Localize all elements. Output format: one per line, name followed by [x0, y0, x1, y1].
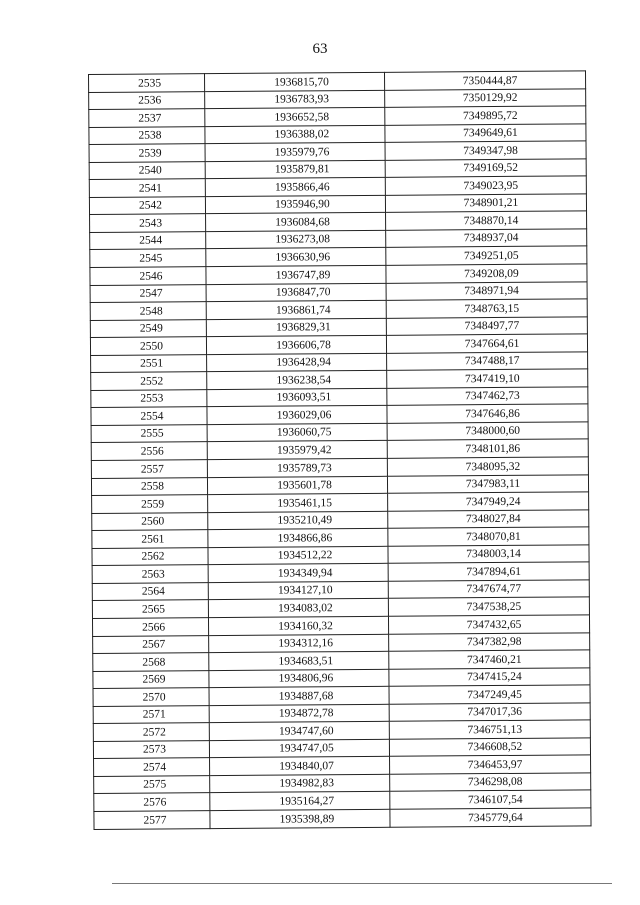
y-coordinate-cell: 7349649,61	[385, 123, 586, 142]
x-coordinate-cell: 1934127,10	[208, 581, 388, 600]
y-coordinate-cell: 7348070,81	[388, 527, 589, 546]
x-coordinate-cell: 1936815,70	[205, 72, 385, 91]
y-coordinate-cell: 7347949,24	[388, 492, 589, 511]
table-row	[94, 808, 591, 829]
y-coordinate-cell: 7348101,86	[387, 439, 588, 458]
point-number-cell: 2569	[93, 670, 209, 688]
point-number-cell: 2536	[89, 91, 205, 109]
coordinates-table-body	[89, 71, 592, 829]
point-number-cell: 2554	[91, 407, 207, 425]
x-coordinate-cell: 1936606,78	[206, 336, 386, 355]
x-coordinate-cell: 1935164,27	[210, 792, 390, 811]
x-coordinate-cell: 1936847,70	[206, 283, 386, 302]
x-coordinate-cell: 1936093,51	[207, 388, 387, 407]
x-coordinate-cell: 1934747,60	[209, 722, 389, 741]
point-number-cell: 2561	[92, 530, 208, 548]
point-number-cell: 2556	[91, 442, 207, 460]
point-number-cell: 2545	[90, 249, 206, 267]
page-number: 63	[312, 41, 328, 57]
y-coordinate-cell: 7346608,52	[389, 738, 590, 757]
y-coordinate-cell: 7347415,24	[389, 667, 590, 686]
point-number-cell: 2537	[89, 109, 205, 127]
x-coordinate-cell: 1936428,94	[207, 353, 387, 372]
x-coordinate-cell: 1935979,42	[207, 441, 387, 460]
x-coordinate-cell: 1934512,22	[208, 546, 388, 565]
point-number-cell: 2564	[92, 582, 208, 600]
y-coordinate-cell: 7347249,45	[389, 685, 590, 704]
point-number-cell: 2553	[91, 389, 207, 407]
y-coordinate-cell: 7345779,64	[390, 808, 591, 827]
point-number-cell: 2541	[89, 179, 205, 197]
x-coordinate-cell: 1934349,94	[208, 564, 388, 583]
y-coordinate-cell: 7348901,21	[385, 194, 586, 213]
x-coordinate-cell: 1936783,93	[205, 90, 385, 109]
y-coordinate-cell: 7347432,65	[388, 615, 589, 634]
x-coordinate-cell: 1934160,32	[208, 616, 388, 635]
point-number-cell: 2573	[93, 740, 209, 758]
x-coordinate-cell: 1935979,76	[205, 143, 385, 162]
point-number-cell: 2567	[93, 635, 209, 653]
point-number-cell: 2547	[90, 284, 206, 302]
y-coordinate-cell: 7347983,11	[387, 474, 588, 493]
point-number-cell: 2568	[93, 653, 209, 671]
x-coordinate-cell: 1934982,83	[210, 774, 390, 793]
y-coordinate-cell: 7347894,61	[388, 562, 589, 581]
x-coordinate-cell: 1936029,06	[207, 406, 387, 425]
y-coordinate-cell: 7347538,25	[388, 597, 589, 616]
x-coordinate-cell: 1936238,54	[207, 371, 387, 390]
y-coordinate-cell: 7349895,72	[385, 106, 586, 125]
y-coordinate-cell: 7348937,04	[386, 229, 587, 248]
bottom-rule	[112, 883, 612, 884]
y-coordinate-cell: 7348497,77	[386, 317, 587, 336]
y-coordinate-cell: 7348003,14	[388, 545, 589, 564]
x-coordinate-cell: 1934887,68	[209, 686, 389, 705]
y-coordinate-cell: 7346751,13	[389, 720, 590, 739]
point-number-cell: 2539	[89, 144, 205, 162]
x-coordinate-cell: 1936084,68	[206, 213, 386, 232]
point-number-cell: 2576	[94, 793, 210, 811]
point-number-cell: 2570	[93, 688, 209, 706]
y-coordinate-cell: 7347674,77	[388, 580, 589, 599]
y-coordinate-cell: 7349169,52	[385, 159, 586, 178]
x-coordinate-cell: 1936861,74	[206, 300, 386, 319]
y-coordinate-cell: 7347017,36	[389, 703, 590, 722]
point-number-cell: 2551	[91, 354, 207, 372]
x-coordinate-cell: 1934872,78	[209, 704, 389, 723]
x-coordinate-cell: 1936630,96	[206, 248, 386, 267]
x-coordinate-cell: 1934312,16	[209, 634, 389, 653]
point-number-cell: 2563	[92, 565, 208, 583]
point-number-cell: 2550	[90, 337, 206, 355]
x-coordinate-cell: 1935946,90	[205, 195, 385, 214]
point-number-cell: 2577	[94, 811, 210, 829]
y-coordinate-cell: 7348763,15	[386, 299, 587, 318]
x-coordinate-cell: 1934806,96	[209, 669, 389, 688]
y-coordinate-cell: 7347488,17	[387, 352, 588, 371]
point-number-cell: 2558	[91, 477, 207, 495]
x-coordinate-cell: 1934683,51	[209, 651, 389, 670]
y-coordinate-cell: 7349347,98	[385, 141, 586, 160]
y-coordinate-cell: 7346107,54	[390, 790, 591, 809]
x-coordinate-cell: 1936273,08	[206, 230, 386, 249]
point-number-cell: 2565	[92, 600, 208, 618]
x-coordinate-cell: 1935866,46	[205, 178, 385, 197]
y-coordinate-cell: 7348870,14	[386, 211, 587, 230]
point-number-cell: 2566	[92, 618, 208, 636]
y-coordinate-cell: 7347646,86	[387, 404, 588, 423]
y-coordinate-cell: 7348095,32	[387, 457, 588, 476]
point-number-cell: 2543	[90, 214, 206, 232]
x-coordinate-cell: 1936060,75	[207, 423, 387, 442]
x-coordinate-cell: 1936652,58	[205, 107, 385, 126]
point-number-cell: 2571	[93, 705, 209, 723]
point-number-cell: 2557	[91, 460, 207, 478]
y-coordinate-cell: 7348027,84	[388, 510, 589, 529]
y-coordinate-cell: 7346453,97	[390, 755, 591, 774]
coordinates-table	[88, 70, 592, 829]
point-number-cell: 2549	[90, 319, 206, 337]
x-coordinate-cell: 1936388,02	[205, 125, 385, 144]
point-number-cell: 2540	[89, 161, 205, 179]
y-coordinate-cell: 7348000,60	[387, 422, 588, 441]
x-coordinate-cell: 1934840,07	[210, 757, 390, 776]
point-number-cell: 2555	[91, 425, 207, 443]
y-coordinate-cell: 7350444,87	[384, 71, 585, 90]
point-number-cell: 2546	[90, 267, 206, 285]
y-coordinate-cell: 7349023,95	[385, 176, 586, 195]
point-number-cell: 2560	[92, 512, 208, 530]
point-number-cell: 2574	[94, 758, 210, 776]
point-number-cell: 2538	[89, 126, 205, 144]
x-coordinate-cell: 1935789,73	[207, 458, 387, 477]
point-number-cell: 2535	[89, 74, 205, 92]
x-coordinate-cell: 1935601,78	[207, 476, 387, 495]
x-coordinate-cell: 1934747,05	[209, 739, 389, 758]
y-coordinate-cell: 7347462,73	[387, 387, 588, 406]
y-coordinate-cell: 7347419,10	[387, 369, 588, 388]
point-number-cell: 2575	[94, 776, 210, 794]
point-number-cell: 2552	[91, 372, 207, 390]
point-number-cell: 2572	[93, 723, 209, 741]
y-coordinate-cell: 7346298,08	[390, 773, 591, 792]
x-coordinate-cell: 1936747,89	[206, 265, 386, 284]
x-coordinate-cell: 1934083,02	[208, 599, 388, 618]
point-number-cell: 2542	[89, 196, 205, 214]
x-coordinate-cell: 1935398,89	[210, 809, 390, 828]
y-coordinate-cell: 7350129,92	[385, 88, 586, 107]
point-number-cell: 2544	[90, 232, 206, 250]
y-coordinate-cell: 7347382,98	[389, 632, 590, 651]
point-number-cell: 2559	[92, 495, 208, 513]
point-number-cell: 2548	[90, 302, 206, 320]
x-coordinate-cell: 1935461,15	[208, 493, 388, 512]
x-coordinate-cell: 1936829,31	[206, 318, 386, 337]
x-coordinate-cell: 1935210,49	[208, 511, 388, 530]
y-coordinate-cell: 7349251,05	[386, 246, 587, 265]
y-coordinate-cell: 7347664,61	[386, 334, 587, 353]
y-coordinate-cell: 7349208,09	[386, 264, 587, 283]
point-number-cell: 2562	[92, 547, 208, 565]
y-coordinate-cell: 7348971,94	[386, 281, 587, 300]
y-coordinate-cell: 7347460,21	[389, 650, 590, 669]
x-coordinate-cell: 1935879,81	[205, 160, 385, 179]
x-coordinate-cell: 1934866,86	[208, 529, 388, 548]
